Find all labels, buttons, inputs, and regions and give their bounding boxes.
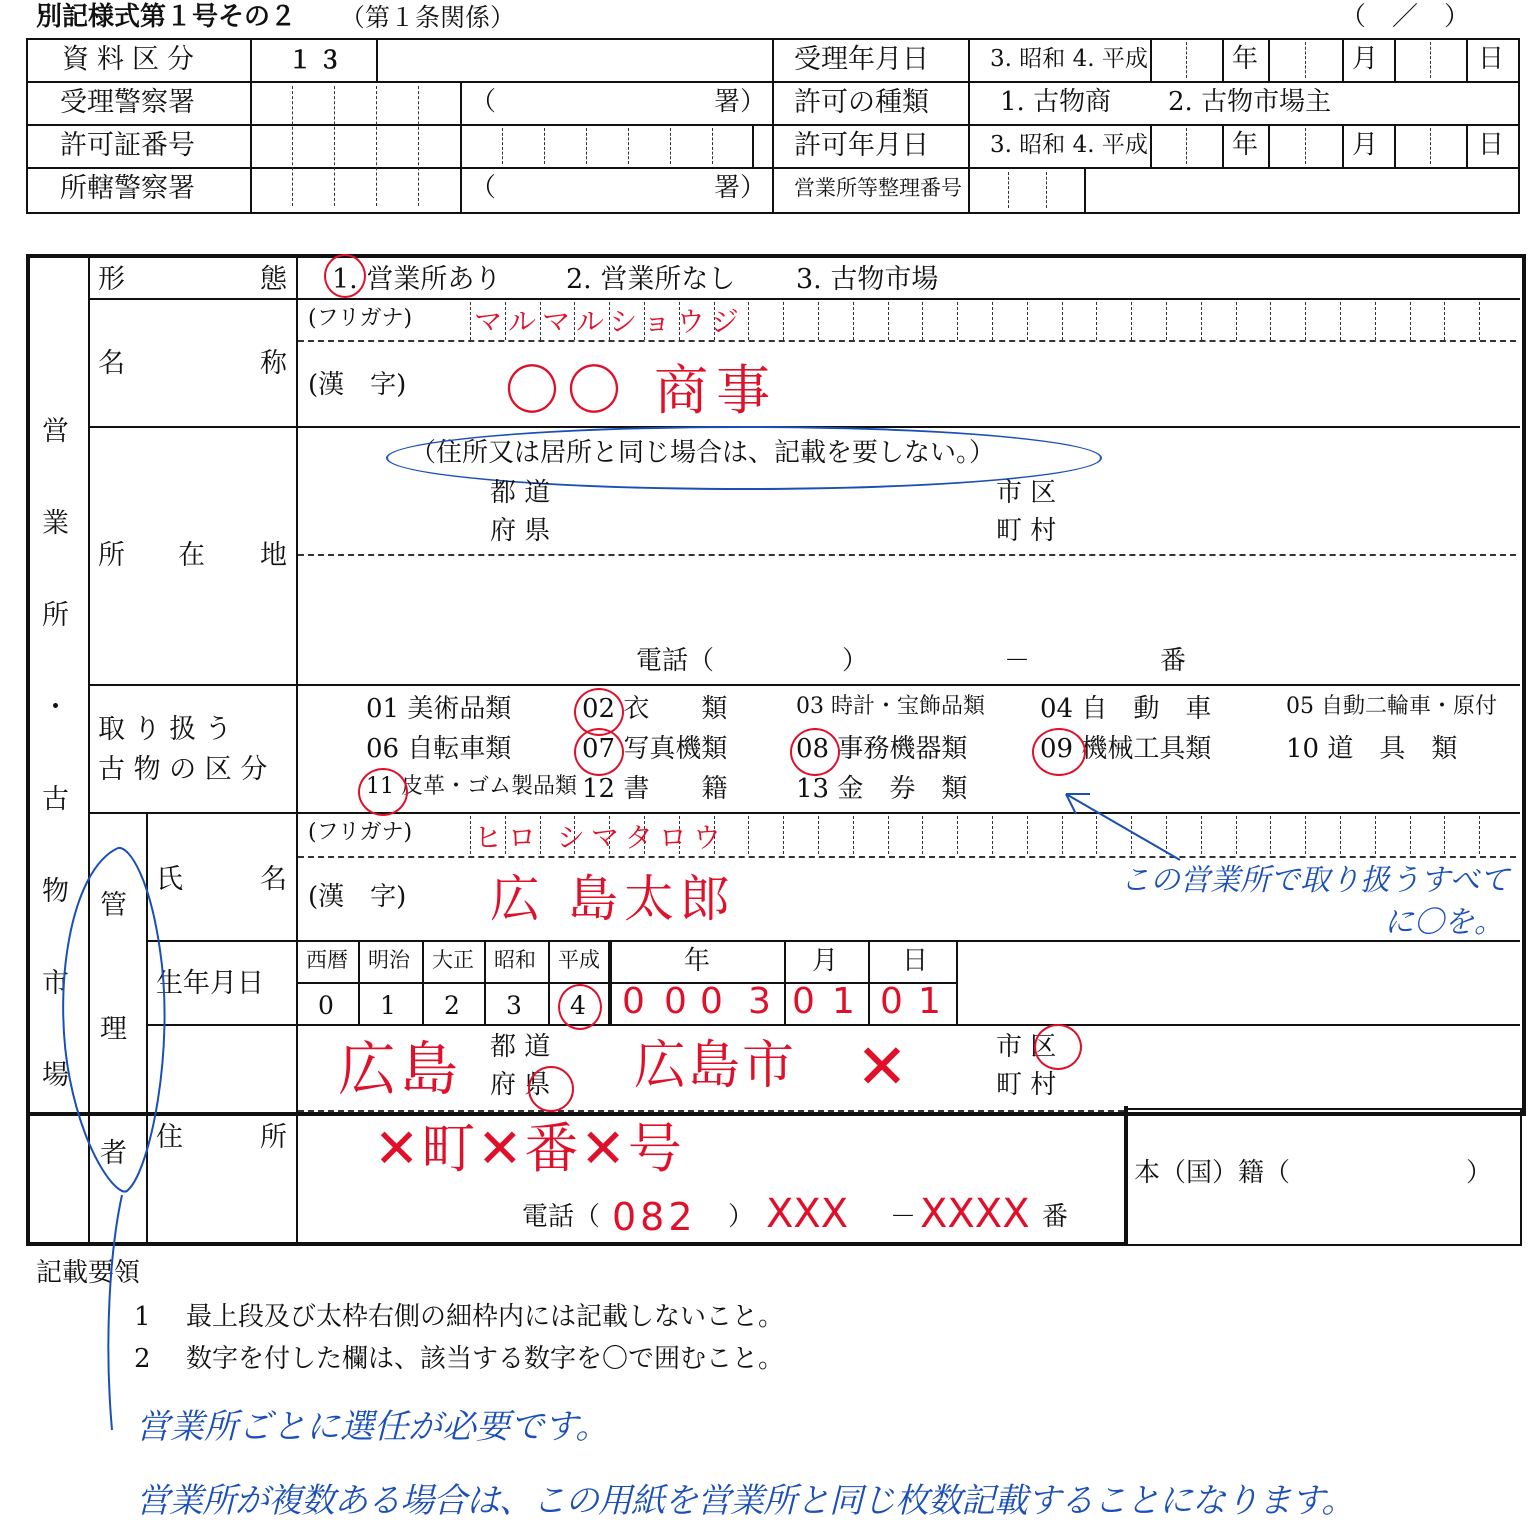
kubun-label-2: 古 物 の 区 分 xyxy=(98,754,268,785)
era-header: 昭和 xyxy=(494,948,536,972)
birth-digit: 0 xyxy=(792,981,815,1022)
meisho-label-1: 名 xyxy=(98,348,125,379)
instruction-2-text: 数字を付した欄は、該当する数字を〇で囲むこと。 xyxy=(186,1344,785,1374)
shozaichi-denwa-label: 電話（ xyxy=(636,646,715,676)
era-header: 明治 xyxy=(368,948,410,972)
kanrisha-kanji-label: (漢 字) xyxy=(308,882,407,912)
shiryo-value: １３ xyxy=(288,46,348,74)
shozaichi-shikuchoson-1: 市 区 xyxy=(996,478,1057,508)
honseki-close: ） xyxy=(1466,1158,1493,1188)
birth-digit: 1 xyxy=(832,981,855,1022)
shozaichi-denwa-close: ） xyxy=(842,646,869,676)
meisho-kanji-label: (漢 字) xyxy=(308,370,407,400)
birth-digit: 3 xyxy=(748,981,771,1022)
meisho-furigana-label: (フリガナ) xyxy=(308,306,413,331)
shimei-label-2: 名 xyxy=(260,864,287,895)
kyoka-day: 日 xyxy=(1478,130,1505,160)
kubun-item: 05 自動二輪車・原付 xyxy=(1286,694,1497,719)
jusho-ward-value[interactable]: ✕ xyxy=(856,1030,908,1103)
kyoka-era-options: 3. 昭和 4. 平成 xyxy=(990,132,1148,158)
shimei-label-1: 氏 xyxy=(156,864,183,895)
shozaichi-shikuchoson-2: 町 村 xyxy=(996,516,1057,546)
shiryo-label: 資料区分 xyxy=(62,44,202,75)
kanrisha-furigana-label: (フリガナ) xyxy=(308,820,413,845)
shurui-option-2: 2. 古物市場主 xyxy=(1168,87,1332,117)
kanrisha-loop xyxy=(63,848,164,1192)
kubun-item: 01 美術品類 xyxy=(366,694,512,724)
era-header: 大正 xyxy=(432,948,474,972)
shozaichi-todofuken-2: 府 県 xyxy=(490,516,551,546)
shozaichi-denwa-ban: 番 xyxy=(1160,646,1187,676)
birth-digit: 0 xyxy=(622,981,645,1022)
kubun-item: 10 道 具 類 xyxy=(1286,734,1458,764)
keitai-label-2: 態 xyxy=(260,264,287,295)
seinengappi-label: 生年月日 xyxy=(156,968,264,999)
side-label-char: 物 xyxy=(42,876,69,907)
kubun-item: 09 機械工具類 xyxy=(1040,734,1212,764)
juri-month: 月 xyxy=(1352,44,1379,74)
jusho-pref-value[interactable]: 広島 xyxy=(338,1035,463,1103)
shozaichi-note: （住所又は居所と同じ場合は、記載を要しない。） xyxy=(410,438,996,468)
side-label-char: ・ xyxy=(42,692,69,723)
side-label-char: 市 xyxy=(42,968,69,999)
juri-year: 年 xyxy=(1232,44,1259,74)
honseki-label: 本（国）籍（ xyxy=(1134,1158,1291,1188)
jusho-shikuchoson-1: 市 区 xyxy=(996,1032,1057,1062)
meisho-kanji-value[interactable]: 〇〇 商事 xyxy=(505,359,779,422)
kanrisha-tel-mid[interactable]: XXX xyxy=(766,1191,849,1237)
kanrisha-tel-area[interactable]: 082 xyxy=(612,1195,697,1239)
instruction-1-num: 1 xyxy=(134,1302,151,1332)
kubun-note-1: この営業所で取り扱うすべて xyxy=(1120,863,1510,898)
instruction-1-text: 最上段及び太枠右側の細枠内には記載しないこと。 xyxy=(186,1302,785,1332)
side-label-char: 所 xyxy=(42,600,69,631)
kanrisha-label-char: 者 xyxy=(100,1138,127,1169)
era-code: 0 xyxy=(318,991,334,1020)
kubun-item: 11 皮革・ゴム製品類 xyxy=(366,774,577,799)
birth-digit: 0 xyxy=(664,981,687,1022)
birth-month-label: 月 xyxy=(812,946,839,976)
era-code: 4 xyxy=(570,991,586,1020)
page-mark: （ ／ ） xyxy=(1340,2,1471,32)
kyoka-shurui-label: 許可の種類 xyxy=(794,87,929,118)
juri-era-options: 3. 昭和 4. 平成 xyxy=(990,46,1148,72)
kyoka-month: 月 xyxy=(1352,130,1379,160)
kubun-item: 07 写真機類 xyxy=(582,734,728,764)
jusho-city-value[interactable]: 広島市 xyxy=(634,1036,797,1096)
kubun-item: 08 事務機器類 xyxy=(796,734,968,764)
senin-note: 営業所ごとに選任が必要です。 xyxy=(136,1407,610,1447)
keitai-option-1[interactable]: 1. 営業所あり xyxy=(332,264,502,295)
kanrisha-furigana-value[interactable]: ヒロ シマタロウ xyxy=(474,821,727,854)
era-header: 平成 xyxy=(558,948,600,972)
kankatsu-sho-suffix: 署） xyxy=(714,173,767,203)
birth-year-label: 年 xyxy=(684,946,711,976)
era-code: 2 xyxy=(444,991,460,1020)
kubun-arrow-line xyxy=(1066,794,1180,860)
kubun-item: 13 金 券 類 xyxy=(796,774,968,804)
meisho-label-2: 称 xyxy=(260,348,287,379)
meisho-furigana-value[interactable]: マルマルショウジ xyxy=(474,305,745,338)
kyoka-year: 年 xyxy=(1232,130,1259,160)
kubun-item: 04 自 動 車 xyxy=(1040,694,1212,724)
kankatsu-label: 所轄警察署 xyxy=(60,173,195,204)
kankatsu-paren-open: （ xyxy=(470,173,497,203)
side-label-char: 古 xyxy=(42,784,69,815)
birth-digit: 1 xyxy=(918,981,941,1022)
keitai-label-1: 形 xyxy=(98,264,125,295)
shozaichi-label-1: 所 xyxy=(98,540,125,571)
kanrisha-label-char: 理 xyxy=(100,1014,127,1045)
kanrisha-kanji-value[interactable]: 広 島太郎 xyxy=(490,870,736,928)
jusho-shikuchoson-2: 町 村 xyxy=(996,1070,1057,1100)
keitai-option-2[interactable]: 2. 営業所なし xyxy=(566,264,736,295)
kyoka-date-label: 許可年月日 xyxy=(794,130,929,161)
kubun-item: 06 自転車類 xyxy=(366,734,512,764)
era-code: 1 xyxy=(380,991,396,1020)
kanrisha-tel-last[interactable]: XXXX xyxy=(920,1191,1030,1237)
kanrisha-denwa-dash: － xyxy=(890,1202,917,1232)
form-title-sub: （第１条関係） xyxy=(340,3,516,32)
kubun-item: 02 衣 類 xyxy=(582,694,728,724)
instruction-2-num: 2 xyxy=(134,1344,151,1374)
kanrisha-denwa-close: ） xyxy=(728,1202,755,1232)
juri-paren-open: （ xyxy=(470,87,497,117)
juri-day: 日 xyxy=(1478,44,1505,74)
kubun-item: 12 書 籍 xyxy=(582,774,728,804)
shozaichi-label-3: 地 xyxy=(260,540,287,571)
form-title: 別記様式第１号その２ xyxy=(36,2,297,32)
kanrisha-leader-line xyxy=(108,1195,122,1430)
jusho-line2-value[interactable]: ✕町✕番✕号 xyxy=(374,1117,684,1180)
kanrisha-denwa-label: 電話（ xyxy=(522,1202,601,1232)
seiri-label: 営業所等整理番号 xyxy=(794,176,962,200)
jusho-todofuken-2: 府 県 xyxy=(490,1070,551,1100)
shozaichi-label-2: 在 xyxy=(178,540,205,571)
kanrisha-label-char: 管 xyxy=(100,890,127,921)
juri-date-label: 受理年月日 xyxy=(794,44,929,75)
keitai-option-3[interactable]: 3. 古物市場 xyxy=(796,264,939,295)
kubun-item: 03 時計・宝飾品類 xyxy=(796,694,985,719)
birth-day-label: 日 xyxy=(902,946,929,976)
era-header: 西暦 xyxy=(306,948,348,972)
shozaichi-todofuken-1: 都 道 xyxy=(490,478,551,508)
kyoka-bango-label: 許可証番号 xyxy=(60,130,195,161)
kubun-note-2: に〇を。 xyxy=(1384,905,1504,940)
fukusu-note: 営業所が複数ある場合は、この用紙を営業所と同じ枚数記載することになります。 xyxy=(136,1481,1355,1521)
juri-keisatsu-label: 受理警察署 xyxy=(60,87,195,118)
jusho-todofuken-1: 都 道 xyxy=(490,1032,551,1062)
birth-digit: 0 xyxy=(880,981,903,1022)
jusho-label-2: 所 xyxy=(260,1122,287,1153)
kanrisha-denwa-ban: 番 xyxy=(1042,1202,1069,1232)
side-label-char: 営 xyxy=(42,416,69,447)
side-label-char: 場 xyxy=(42,1060,69,1091)
juri-sho-suffix: 署） xyxy=(714,87,767,117)
birth-digit: 0 xyxy=(700,981,723,1022)
jusho-label-1: 住 xyxy=(156,1122,183,1153)
shurui-option-1: 1. 古物商 xyxy=(1000,87,1112,117)
side-label-char: 業 xyxy=(42,508,69,539)
kubun-label-1: 取 り 扱 う xyxy=(98,714,232,745)
instructions-title: 記載要領 xyxy=(36,1258,141,1288)
era-code: 3 xyxy=(506,991,522,1020)
shozaichi-denwa-dash: － xyxy=(1004,646,1031,676)
